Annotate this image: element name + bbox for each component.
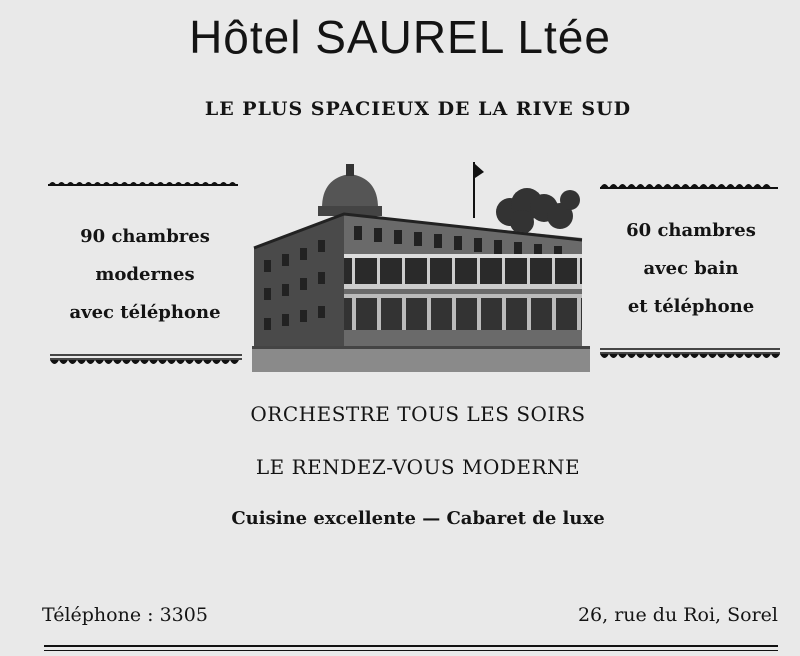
right-line-1: 60 chambres: [626, 220, 756, 241]
left-rooms-box: [50, 218, 240, 332]
scallop-border-left-top: [48, 182, 238, 196]
right-line-2: avec bain: [643, 258, 739, 279]
street-address: 26, rue du Roi, Sorel: [577, 604, 778, 626]
cuisine-cabaret-line: Cuisine excellente — Cabaret de luxe: [231, 508, 605, 529]
left-line-3: avec téléphone: [69, 302, 221, 323]
hotel-building-photo: [252, 160, 590, 372]
rendezvous-line: LE RENDEZ-VOUS MODERNE: [255, 455, 581, 479]
orchestra-line: ORCHESTRE TOUS LES SOIRS: [250, 402, 586, 426]
scallop-border-left-bottom: [50, 352, 242, 368]
bottom-rule: [44, 645, 778, 651]
slogan: LE PLUS SPACIEUX DE LA RIVE SUD: [204, 98, 632, 120]
left-line-2: modernes: [95, 264, 195, 285]
telephone-number: Téléphone : 3305: [42, 604, 208, 626]
scallop-border-right-top: [600, 177, 778, 191]
right-line-3: et téléphone: [627, 296, 755, 317]
hotel-name-title: Hôtel SAUREL Ltée: [189, 11, 611, 63]
left-line-1: 90 chambres: [80, 226, 210, 247]
right-rooms-box: [598, 212, 784, 326]
scallop-border-right-bottom: [600, 346, 780, 362]
